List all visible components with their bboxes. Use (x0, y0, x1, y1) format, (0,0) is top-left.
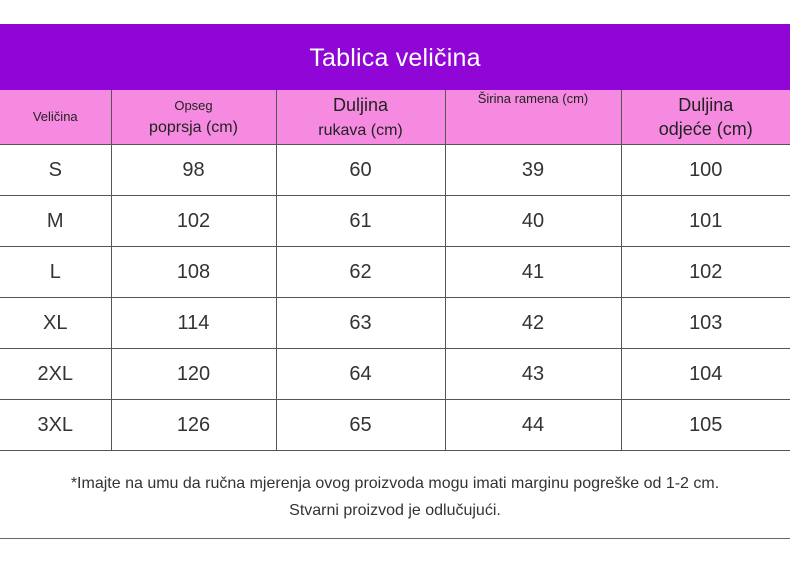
cell-size: S (0, 145, 111, 196)
header-sleeve-line1: Duljina (332, 94, 389, 115)
cell-sleeve: 62 (276, 247, 445, 298)
cell-chest: 126 (111, 400, 276, 451)
page-title: Tablica veličina (309, 43, 481, 72)
cell-length: 102 (621, 247, 790, 298)
cell-chest: 98 (111, 145, 276, 196)
cell-size: M (0, 196, 111, 247)
cell-chest: 108 (111, 247, 276, 298)
cell-length: 105 (621, 400, 790, 451)
header-chest-line2: poprsja (cm) (149, 119, 238, 136)
cell-size: XL (0, 298, 111, 349)
header-chest-line1: Opseg (174, 98, 213, 114)
table-row (0, 145, 790, 196)
header-length (621, 90, 790, 145)
cell-sleeve: 64 (276, 349, 445, 400)
table-row (0, 349, 790, 400)
header-length-line1: Duljina (678, 94, 734, 115)
cell-chest: 120 (111, 349, 276, 400)
header-sleeve (276, 90, 445, 145)
table-row (0, 298, 790, 349)
note-line-2: Stvarni proizvod je odlučujući. (289, 502, 501, 519)
cell-length: 101 (621, 196, 790, 247)
cell-length: 104 (621, 349, 790, 400)
header-shoulder (445, 90, 621, 145)
header-length-line2: odjeće (cm) (658, 119, 753, 139)
size-chart-table (0, 90, 790, 451)
cell-shoulder: 40 (445, 196, 621, 247)
header-size (0, 90, 111, 145)
cell-size: 3XL (0, 400, 111, 451)
cell-shoulder: 43 (445, 349, 621, 400)
cell-shoulder: 39 (445, 145, 621, 196)
table-row (0, 400, 790, 451)
note-line-1: *Imajte na umu da ručna mjerenja ovog proizvoda mogu imati marginu pogreške od 1-2 cm. (70, 475, 720, 492)
header-shoulder-label: Širina ramena (cm) (477, 91, 589, 106)
header-size-label: Veličina (32, 109, 78, 125)
cell-chest: 114 (111, 298, 276, 349)
cell-sleeve: 63 (276, 298, 445, 349)
cell-shoulder: 44 (445, 400, 621, 451)
table-row (0, 247, 790, 298)
measurement-note (0, 470, 790, 524)
header-row (0, 90, 790, 145)
cell-size: 2XL (0, 349, 111, 400)
bottom-divider (0, 538, 790, 539)
cell-sleeve: 65 (276, 400, 445, 451)
header-chest (111, 90, 276, 145)
cell-size: L (0, 247, 111, 298)
cell-length: 103 (621, 298, 790, 349)
table-row (0, 196, 790, 247)
cell-shoulder: 42 (445, 298, 621, 349)
cell-sleeve: 60 (276, 145, 445, 196)
title-banner (0, 24, 790, 90)
cell-chest: 102 (111, 196, 276, 247)
header-sleeve-line2: rukava (cm) (318, 121, 403, 139)
cell-shoulder: 41 (445, 247, 621, 298)
cell-sleeve: 61 (276, 196, 445, 247)
cell-length: 100 (621, 145, 790, 196)
